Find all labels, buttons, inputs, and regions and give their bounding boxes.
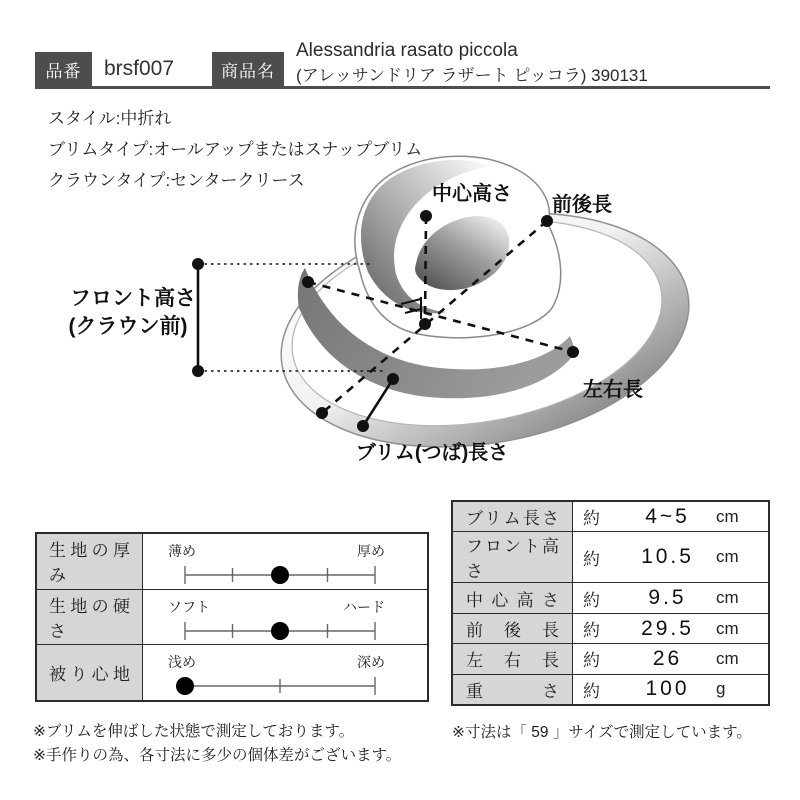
size-row-left-right xyxy=(453,643,768,673)
scale-min-label: ソフト xyxy=(168,598,210,615)
size-label-cell xyxy=(453,532,573,582)
feature-row-hardness xyxy=(37,589,427,645)
rating-scale xyxy=(175,562,385,586)
scale-min-label: 浅め xyxy=(168,654,196,671)
footnote-brim-measurement: ※ブリムを伸ばした状態で測定しております。 xyxy=(33,723,355,740)
dot-back-top xyxy=(541,215,553,227)
size-label: フロント高さ xyxy=(466,537,559,582)
footnote-handmade-variance: ※手作りの為、各寸法に多少の個体差がございます。 xyxy=(33,747,402,764)
dot-brim-edge xyxy=(357,420,369,432)
label-front-back-length: 前後長 xyxy=(552,194,612,216)
size-unit: cm xyxy=(716,588,739,608)
approx-prefix: 約 xyxy=(583,651,600,671)
feature-label-cell xyxy=(37,590,143,645)
label-front-height-2: (クラウン前) xyxy=(68,315,188,338)
approx-prefix: 約 xyxy=(583,509,600,529)
size-value-cell xyxy=(573,644,768,673)
size-spec-table xyxy=(451,500,770,706)
approx-prefix: 約 xyxy=(583,590,600,610)
size-label: 重さ xyxy=(466,681,559,701)
label-brim-length: ブリム(つば)長さ xyxy=(355,442,509,464)
attribute-style: スタイル:中折れ xyxy=(48,109,172,128)
size-label: ブリム長さ xyxy=(466,509,559,529)
dot-left-side xyxy=(302,276,314,288)
feature-scale-cell xyxy=(143,590,427,645)
dot-right-side xyxy=(567,346,579,358)
size-unit: cm xyxy=(716,547,739,567)
attribute-brim-type: ブリムタイプ:オールアップまたはスナップブリム xyxy=(48,140,423,159)
fabric-feature-table xyxy=(35,532,429,702)
size-value-cell xyxy=(573,583,768,612)
feature-row-fit xyxy=(37,644,427,700)
size-row-center-height xyxy=(453,582,768,612)
feature-label: 生地の硬さ xyxy=(49,597,130,641)
dot-brim-inner xyxy=(387,373,399,385)
size-label-cell xyxy=(453,502,573,531)
dot-front-brim xyxy=(316,407,328,419)
size-unit: cm xyxy=(716,618,739,638)
size-label-cell xyxy=(453,583,573,612)
size-value: 100 xyxy=(645,677,690,701)
size-row-front-height xyxy=(453,531,768,582)
item-number-badge: 品番 xyxy=(35,52,92,87)
size-label-cell xyxy=(453,644,573,673)
size-label: 中心高さ xyxy=(466,590,559,610)
product-name-badge: 商品名 xyxy=(212,52,284,87)
size-value: 9.5 xyxy=(648,586,687,610)
feature-label-cell xyxy=(37,534,143,589)
size-label-cell xyxy=(453,675,573,704)
scale-max-label: ハード xyxy=(343,598,385,615)
size-unit: cm xyxy=(716,506,739,526)
size-row-front-back xyxy=(453,613,768,643)
approx-prefix: 約 xyxy=(583,549,600,569)
size-value-cell xyxy=(573,614,768,643)
dot-center-base xyxy=(419,318,431,330)
scale-max-label: 深め xyxy=(357,654,385,671)
scale-min-label: 薄め xyxy=(168,543,196,559)
dot-crown-top xyxy=(420,210,432,222)
size-value-cell xyxy=(573,532,768,582)
size-value: 4~5 xyxy=(645,504,690,528)
dot-front-height-top xyxy=(192,258,204,270)
size-value-cell xyxy=(573,675,768,704)
label-left-right-length: 左右長 xyxy=(583,379,643,401)
size-value: 29.5 xyxy=(641,616,694,640)
feature-scale-cell xyxy=(143,645,427,700)
feature-scale-cell xyxy=(143,534,427,589)
feature-label-cell xyxy=(37,645,143,700)
item-number-value: brsf007 xyxy=(104,57,175,80)
feature-row-thickness xyxy=(37,534,427,589)
attribute-crown-type: クラウンタイプ:センタークリース xyxy=(48,171,305,190)
approx-prefix: 約 xyxy=(583,621,600,641)
size-unit: cm xyxy=(716,648,739,668)
rating-scale xyxy=(175,618,385,642)
footnote-measured-size: ※寸法は「 59 」サイズで測定しています。 xyxy=(452,724,752,741)
size-label: 左右長 xyxy=(466,651,559,671)
scale-dot xyxy=(176,677,194,695)
header-divider xyxy=(35,86,770,89)
scale-max-label: 厚め xyxy=(357,543,385,559)
size-value: 26 xyxy=(652,646,683,670)
feature-label: 生地の厚み xyxy=(49,541,130,586)
hat-measurement-diagram xyxy=(0,140,800,480)
scale-dot xyxy=(271,566,289,584)
approx-prefix: 約 xyxy=(583,681,600,701)
scale-dot xyxy=(271,622,289,640)
size-row-brim xyxy=(453,502,768,531)
rating-scale xyxy=(175,673,385,697)
size-unit: g xyxy=(716,679,726,699)
size-value-cell xyxy=(573,502,768,531)
size-label-cell xyxy=(453,614,573,643)
label-center-height: 中心高さ xyxy=(432,183,512,205)
size-value: 10.5 xyxy=(641,545,694,569)
dot-front-height-bottom xyxy=(192,365,204,377)
product-name-en: Alessandria rasato piccola xyxy=(296,40,518,61)
feature-label: 被り心地 xyxy=(49,665,130,685)
size-label: 前後長 xyxy=(466,621,559,641)
size-row-weight xyxy=(453,674,768,704)
product-name-jp: (アレッサンドリア ラザート ピッコラ) 390131 xyxy=(296,66,648,85)
label-front-height-1: フロント高さ xyxy=(70,287,196,310)
